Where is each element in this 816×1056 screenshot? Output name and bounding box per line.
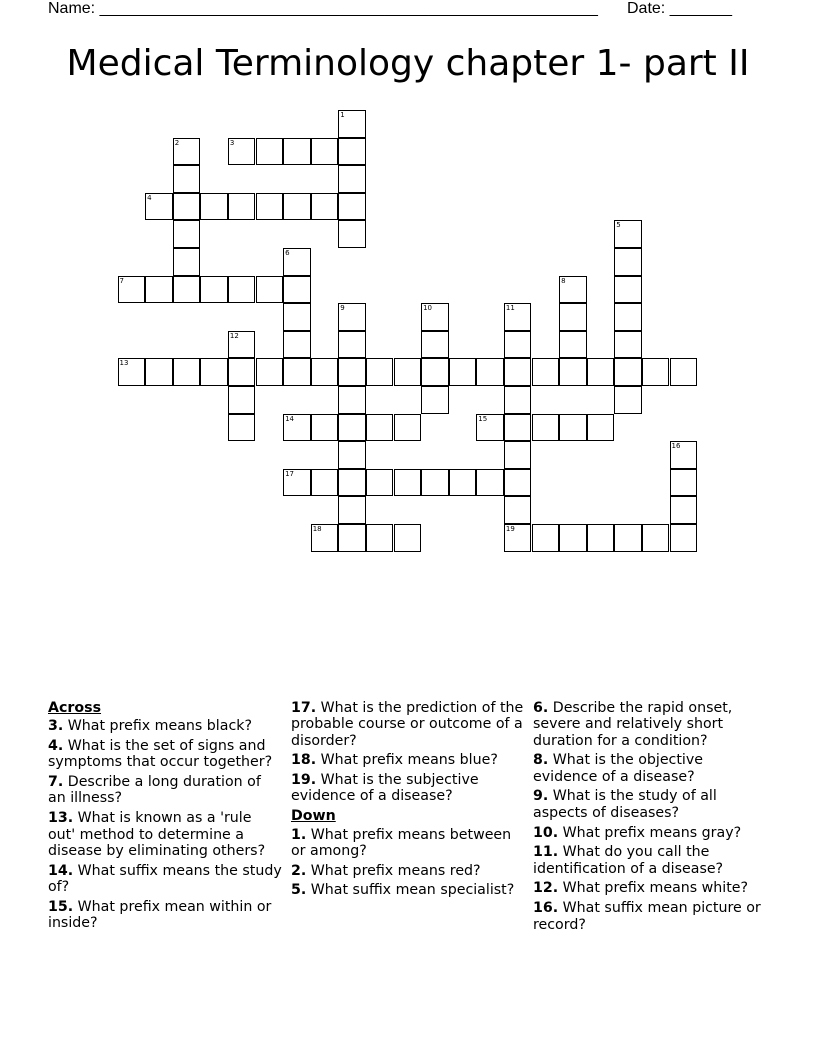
grid-cell[interactable] — [338, 138, 366, 166]
grid-cell[interactable] — [421, 303, 449, 331]
grid-cell[interactable] — [504, 331, 532, 359]
grid-cell[interactable] — [532, 524, 560, 552]
clue-down-5: 5. What suffix mean specialist? — [291, 882, 515, 899]
grid-cell[interactable] — [421, 331, 449, 359]
grid-cell[interactable] — [311, 358, 339, 386]
grid-cell[interactable] — [476, 414, 504, 442]
grid-cell[interactable] — [614, 386, 642, 414]
clue-column-1 — [48, 700, 283, 935]
clue-down-10: 10. What prefix means gray? — [533, 824, 742, 841]
grid-cell[interactable] — [200, 193, 228, 221]
grid-cell[interactable] — [173, 358, 201, 386]
grid-cell[interactable] — [200, 358, 228, 386]
grid-cell[interactable] — [256, 276, 284, 304]
grid-cell[interactable] — [614, 524, 642, 552]
grid-cell[interactable] — [504, 524, 532, 552]
grid-cell[interactable] — [338, 469, 366, 497]
grid-cell[interactable] — [476, 358, 504, 386]
cell-number: 15 — [478, 414, 488, 423]
grid-cell[interactable] — [670, 441, 698, 469]
grid-cell[interactable] — [587, 524, 615, 552]
grid-cell[interactable] — [283, 469, 311, 497]
grid-cell[interactable] — [366, 358, 394, 386]
grid-cell[interactable] — [504, 496, 532, 524]
clue-down-12: 12. What prefix means white? — [533, 880, 749, 897]
grid-cell[interactable] — [614, 248, 642, 276]
cell-number: 4 — [147, 193, 152, 202]
grid-cell[interactable] — [311, 469, 339, 497]
grid-cell[interactable] — [228, 386, 256, 414]
grid-cell[interactable] — [228, 193, 256, 221]
grid-cell[interactable] — [614, 331, 642, 359]
grid-cell[interactable] — [532, 358, 560, 386]
grid-cell[interactable] — [311, 138, 339, 166]
grid-cell[interactable] — [173, 193, 201, 221]
grid-cell[interactable] — [476, 469, 504, 497]
grid-cell[interactable] — [366, 469, 394, 497]
grid-cell[interactable] — [311, 524, 339, 552]
grid-cell[interactable] — [670, 524, 698, 552]
down-heading: Down — [291, 808, 336, 825]
cell-number: 19 — [505, 525, 515, 533]
grid-cell[interactable] — [228, 358, 256, 386]
grid-cell[interactable] — [173, 276, 201, 304]
clue-down-1: 1. What prefix means between or among? — [291, 826, 512, 859]
grid-cell[interactable] — [559, 303, 587, 331]
grid-cell[interactable] — [614, 220, 642, 248]
across-heading: Across — [48, 700, 102, 716]
clue-across-14: 14. What suffix means the study of? — [48, 862, 282, 895]
cell-number: 13 — [119, 359, 129, 368]
grid-cell[interactable] — [338, 193, 366, 221]
grid-cell[interactable] — [200, 276, 228, 304]
cell-number: 3 — [229, 138, 235, 147]
grid-cell[interactable] — [559, 524, 587, 552]
grid-cell[interactable] — [173, 220, 201, 248]
grid-cell[interactable] — [421, 386, 449, 414]
grid-cell[interactable] — [532, 414, 560, 442]
cell-number: 7 — [119, 276, 124, 285]
grid-cell[interactable] — [338, 414, 366, 442]
grid-cell[interactable] — [587, 358, 615, 386]
grid-cell[interactable] — [256, 358, 284, 386]
grid-cell[interactable] — [449, 358, 477, 386]
grid-cell[interactable] — [642, 358, 670, 386]
grid-cell[interactable] — [283, 276, 311, 304]
grid-cell[interactable] — [394, 469, 422, 497]
clue-across-19: 19. What is the subjective evidence of a disease? — [291, 772, 479, 805]
grid-cell[interactable] — [394, 524, 422, 552]
grid-cell[interactable] — [559, 414, 587, 442]
clue-across-17: 17. What is the prediction of the probable course or outcome of a disorder? — [291, 700, 524, 749]
grid-cell[interactable] — [283, 193, 311, 221]
cell-number: 18 — [312, 525, 322, 533]
date-field[interactable]: Date: _______ — [627, 0, 732, 17]
grid-cell[interactable] — [559, 276, 587, 304]
grid-cell[interactable] — [559, 358, 587, 386]
cell-number: 6 — [285, 249, 290, 257]
grid-cell[interactable] — [504, 386, 532, 414]
grid-cell[interactable] — [587, 414, 615, 442]
grid-cell[interactable] — [173, 138, 201, 166]
clue-across-4: 4. What is the set of signs and symptoms that occur together? — [48, 738, 273, 771]
cell-number: 17 — [285, 469, 295, 478]
cell-number: 14 — [285, 414, 295, 423]
cell-number: 9 — [340, 304, 345, 313]
grid-cell[interactable] — [449, 469, 477, 497]
grid-cell[interactable] — [118, 358, 146, 386]
grid-cell[interactable] — [338, 110, 366, 138]
clue-column-2 — [291, 700, 526, 902]
grid-cell[interactable] — [366, 414, 394, 442]
grid-cell[interactable] — [311, 414, 339, 442]
grid-cell[interactable] — [338, 331, 366, 359]
grid-cell[interactable] — [394, 414, 422, 442]
grid-cell[interactable] — [614, 358, 642, 386]
grid-cell[interactable] — [614, 276, 642, 304]
grid-cell[interactable] — [283, 138, 311, 166]
cell-number: 12 — [229, 331, 239, 340]
name-field[interactable]: Name: ________________________________________________________ — [48, 0, 598, 17]
grid-cell[interactable] — [670, 496, 698, 524]
clue-across-3: 3. What prefix means black? — [48, 718, 252, 735]
cell-number: 11 — [505, 304, 515, 313]
grid-cell[interactable] — [228, 414, 256, 442]
grid-cell[interactable] — [118, 276, 146, 304]
cell-number: 10 — [423, 304, 433, 313]
grid-cell[interactable] — [283, 303, 311, 331]
page-title: Medical Terminology chapter 1- part II — [66, 43, 750, 84]
clue-down-9: 9. What is the study of all aspects of diseases? — [533, 788, 717, 821]
clue-down-16: 16. What suffix mean picture or record? — [533, 900, 761, 933]
clue-down-2: 2. What prefix means red? — [291, 862, 481, 879]
clue-down-6: 6. Describe the rapid onset, severe and relatively short duration for a condition? — [533, 700, 733, 749]
grid-cell[interactable] — [283, 248, 311, 276]
grid-cell[interactable] — [228, 138, 256, 166]
cell-number: 5 — [616, 221, 621, 230]
clue-across-18: 18. What prefix means blue? — [291, 752, 498, 769]
grid-cell[interactable] — [338, 358, 366, 386]
clue-across-13: 13. What is known as a 'rule out' method to determine a disease by eliminating others? — [48, 810, 266, 859]
grid-cell[interactable] — [283, 331, 311, 359]
grid-cell[interactable] — [145, 358, 173, 386]
grid-cell[interactable] — [421, 358, 449, 386]
grid-cell[interactable] — [366, 524, 394, 552]
grid-cell[interactable] — [228, 276, 256, 304]
grid-cell[interactable] — [504, 469, 532, 497]
grid-cell[interactable] — [283, 414, 311, 442]
grid-cell[interactable] — [504, 441, 532, 469]
grid-cell[interactable] — [283, 358, 311, 386]
grid-cell[interactable] — [614, 303, 642, 331]
grid-cell[interactable] — [338, 524, 366, 552]
grid-cell[interactable] — [559, 331, 587, 359]
grid-cell[interactable] — [145, 193, 173, 221]
grid-cell[interactable] — [670, 469, 698, 497]
grid-cell[interactable] — [338, 303, 366, 331]
grid-cell[interactable] — [338, 220, 366, 248]
cell-number: 2 — [174, 138, 180, 147]
grid-cell[interactable] — [256, 138, 284, 166]
grid-cell[interactable] — [642, 524, 670, 552]
grid-cell[interactable] — [173, 165, 201, 193]
grid-cell[interactable] — [228, 331, 256, 359]
cell-number: 8 — [561, 276, 566, 285]
cell-number: 16 — [671, 442, 681, 451]
clue-column-3 — [533, 700, 768, 936]
clue-down-11: 11. What do you call the identification of a disease? — [533, 844, 724, 877]
cell-number: 1 — [340, 111, 345, 119]
clue-across-7: 7. Describe a long duration of an illness? — [48, 774, 261, 807]
grid-cell[interactable] — [338, 441, 366, 469]
grid-cell[interactable] — [145, 276, 173, 304]
grid-cell[interactable] — [670, 358, 698, 386]
clue-across-15: 15. What prefix mean within or inside? — [48, 898, 272, 932]
grid-cell[interactable] — [338, 386, 366, 414]
grid-cell[interactable] — [173, 248, 201, 276]
grid-cell[interactable] — [421, 469, 449, 497]
grid-cell[interactable] — [256, 193, 284, 221]
grid-cell[interactable] — [338, 496, 366, 524]
grid-cell[interactable] — [504, 303, 532, 331]
clue-down-8: 8. What is the objective evidence of a disease? — [533, 752, 703, 785]
grid-cell[interactable] — [504, 414, 532, 442]
grid-cell[interactable] — [311, 193, 339, 221]
grid-cell[interactable] — [504, 358, 532, 386]
grid-cell[interactable] — [338, 165, 366, 193]
grid-cell[interactable] — [394, 358, 422, 386]
